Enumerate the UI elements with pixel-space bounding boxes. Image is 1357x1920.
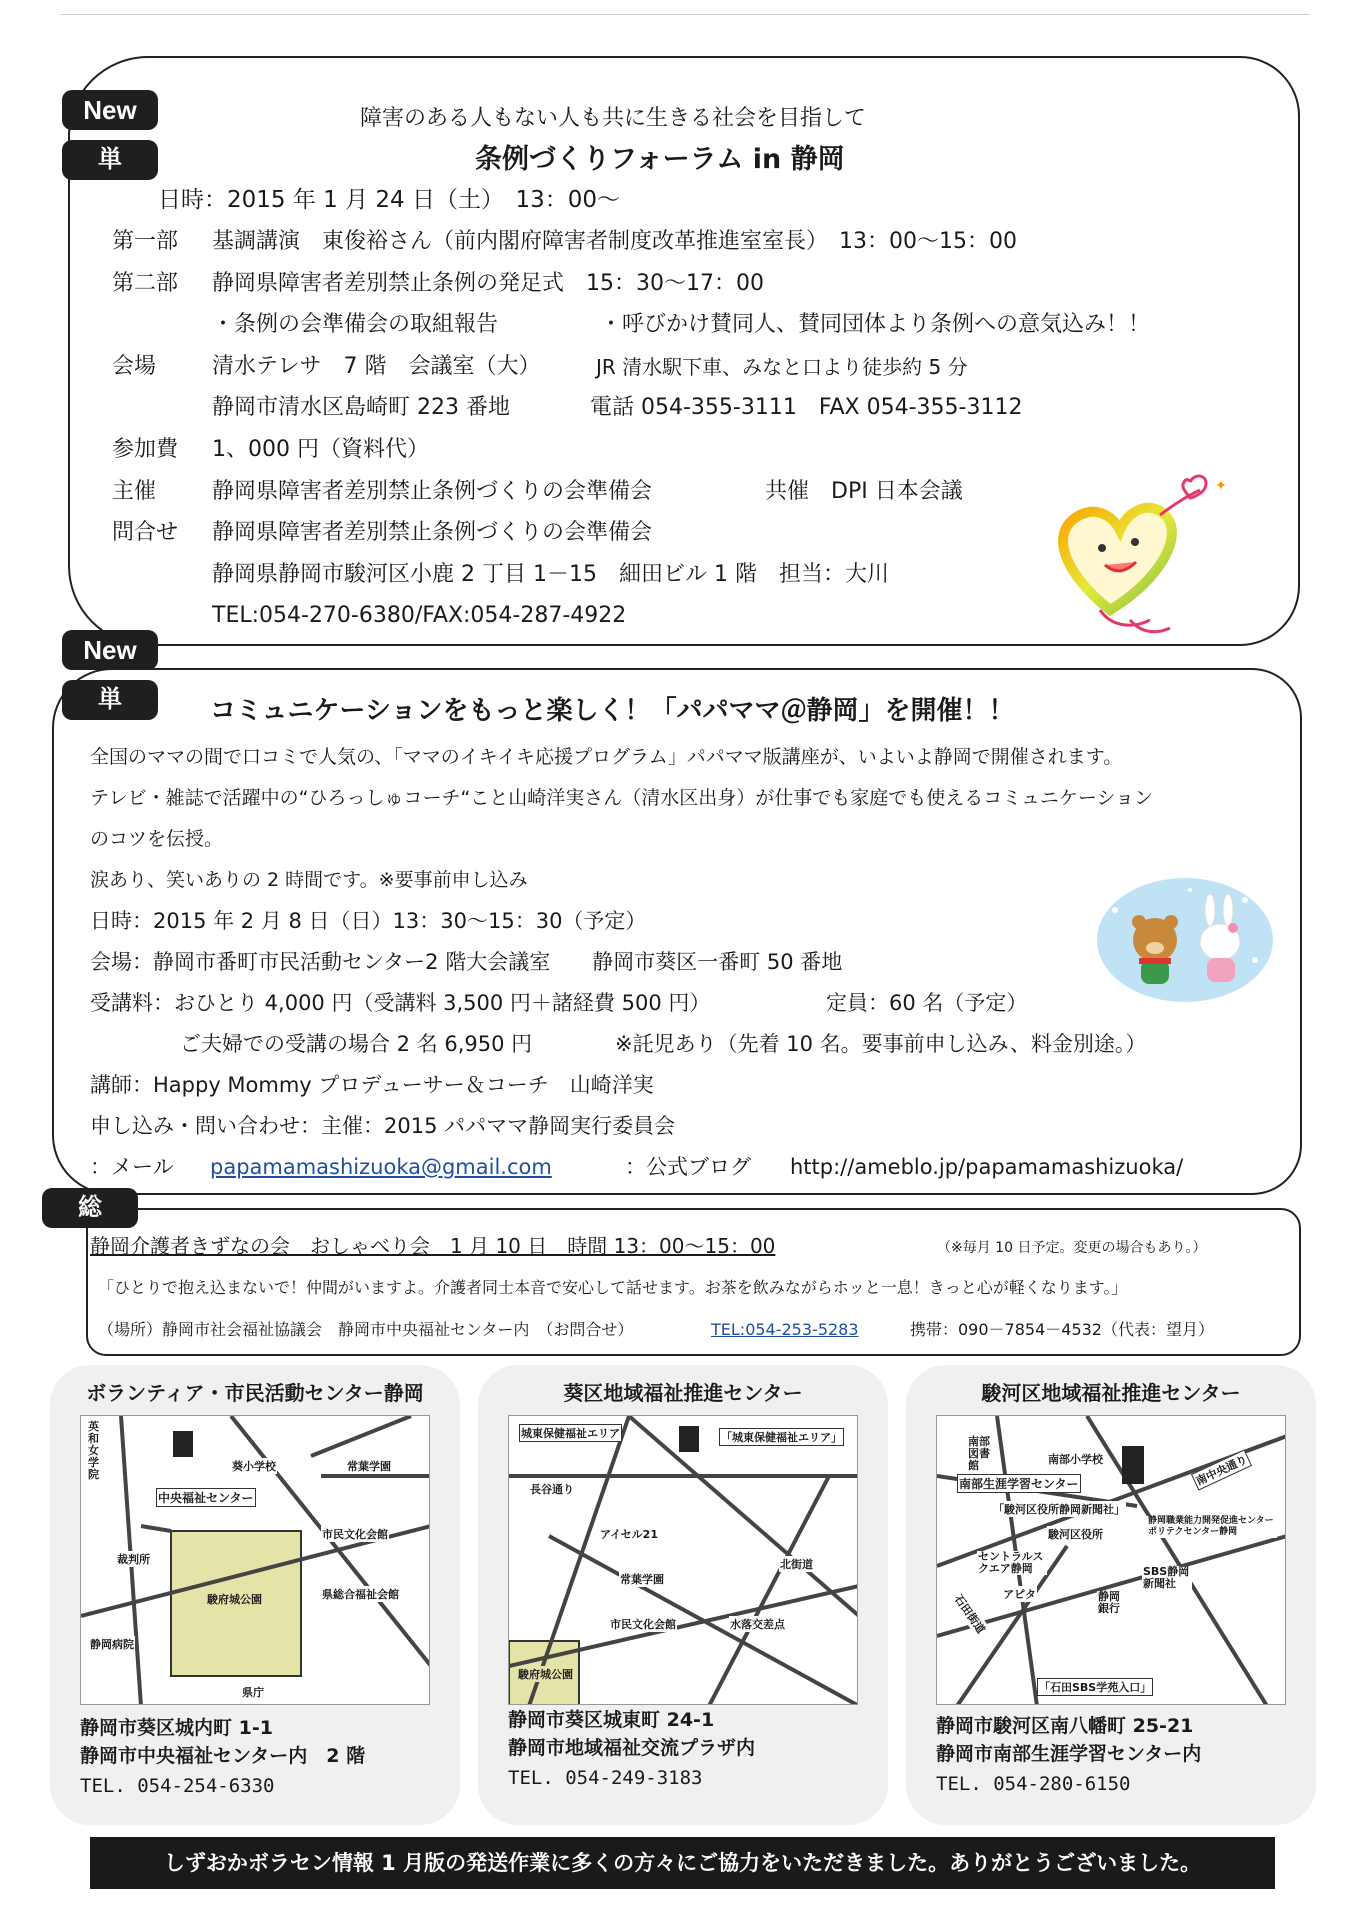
event2-apply: 申し込み・問い合わせ：主催：2015 パパママ静岡実行委員会	[90, 1114, 676, 1138]
map-label: 静岡職業能力開発促進センターポリテクセンター静岡	[1147, 1516, 1277, 1538]
heart-mascot-icon	[1040, 470, 1240, 640]
event3-tel[interactable]: TEL:054-253-5283	[711, 1320, 859, 1339]
map-label: 常葉学園	[620, 1573, 664, 1586]
host-label: 主催	[112, 479, 157, 504]
contact-address: 静岡県静岡市駿河区小鹿 2 丁目 1－15 細田ビル 1 階 担当：大川	[212, 562, 889, 587]
map-label: 葵小学校	[232, 1460, 276, 1473]
fee-label: 参加費	[112, 437, 179, 462]
map-label: 城東保健福祉エリア	[519, 1424, 622, 1442]
event2-blog-label: ：公式ブログ	[625, 1155, 751, 1179]
center-title: 葵区地域福祉推進センター	[563, 1381, 803, 1405]
event2-mail-link[interactable]: papamamashizuoka@gmail.com	[210, 1155, 552, 1179]
map-label: 駿府城公園	[207, 1593, 262, 1606]
venue-tel: 電話 054-355-3111 FAX 054-355-3112	[590, 395, 1023, 420]
event2-childcare: ※託児あり（先着 10 名。要事前申し込み、料金別途。）	[615, 1032, 1147, 1056]
map-label: 駿府城公園	[518, 1668, 573, 1681]
contact-label: 問合せ	[112, 520, 179, 545]
event2-venue: 会場：静岡市番町市民活動センター2 階大会議室 静岡市葵区一番町 50 番地	[90, 950, 843, 974]
new-tag: New	[62, 90, 158, 130]
svg-text:✦: ✦	[1215, 478, 1227, 494]
center-card-volunteer	[50, 1365, 460, 1825]
event3-mobile: 携帯：090－7854－4532（代表：望月）	[910, 1320, 1214, 1339]
center-card-suruga	[906, 1365, 1316, 1825]
event2-title: コミュニケーションをもっと楽しく！「パパママ＠静岡」を開催！！	[210, 696, 1015, 726]
center-tel: TEL. 054-249-3183	[508, 1767, 703, 1789]
center-address-1: 静岡市駿河区南八幡町 25-21	[936, 1715, 1194, 1737]
map-suruga	[936, 1415, 1286, 1705]
map-label: 常葉学園	[347, 1460, 391, 1473]
footer-thanks-banner: しずおかボラセン情報 1 月版の発送作業に多くの方々にご協力をいただきました。ありがとうございました。	[90, 1837, 1275, 1889]
center-title: ボランティア・市民活動センター静岡	[86, 1381, 424, 1405]
event1-title: 条例づくりフォーラム in 静岡	[475, 144, 845, 175]
part2-label: 第二部	[112, 271, 179, 296]
venue-text: 清水テレサ 7 階 会議室（大）	[212, 354, 541, 379]
part2-text: 静岡県障害者差別禁止条例の発足式 15：30～17：00	[212, 271, 764, 296]
map-label: 中央福祉センター	[156, 1488, 256, 1507]
map-label: 「駿河区役所静岡新聞社」	[993, 1503, 1125, 1516]
map-label: 県庁	[242, 1686, 264, 1699]
map-label: アイセル21	[600, 1528, 658, 1541]
part2-sub2: ・呼びかけ賛同人、賛同団体より条例への意気込み！！	[600, 312, 1151, 337]
map-label: 県総合福祉会館	[322, 1588, 399, 1601]
part1-label: 第一部	[112, 229, 179, 254]
map-label: 長谷通り	[530, 1483, 574, 1496]
event2-desc2: テレビ・雑誌で活躍中の“ひろっしゅコーチ“こと山崎洋実さん（清水区出身）が仕事でも家庭でも使えるコミュニケーション	[90, 787, 1154, 809]
event2-desc1: 全国のママの間で口コミで人気の、「ママのイキイキ応援プログラム」パパママ版講座が、いよいよ静岡で開催されます。	[90, 746, 1123, 768]
center-address-2: 静岡市中央福祉センター内 2 階	[80, 1745, 366, 1767]
center-address-1: 静岡市葵区城東町 24-1	[508, 1709, 715, 1731]
map-label: 英和女学院	[88, 1420, 99, 1481]
map-aoi	[508, 1415, 858, 1705]
event2-date: 日時：2015 年 2 月 8 日（日）13：30～15：30（予定）	[90, 909, 647, 933]
bear-rabbit-illustration-icon	[1095, 870, 1275, 1010]
center-tel: TEL. 054-254-6330	[80, 1775, 275, 1797]
venue-address: 静岡市清水区島崎町 223 番地	[212, 395, 510, 420]
contact-text: 静岡県障害者差別禁止条例づくりの会準備会	[212, 520, 653, 545]
single-tag-2: 単	[62, 680, 158, 720]
map-label: 南部図書館	[967, 1436, 997, 1472]
single-tag: 単	[62, 140, 158, 180]
map-label: 水落交差点	[730, 1618, 785, 1631]
map-label: 「石田SBS学苑入口」	[1037, 1678, 1153, 1696]
center-address-2: 静岡市地域福祉交流プラザ内	[508, 1737, 756, 1759]
event3-note: （※毎月 10 日予定。変更の場合もあり。）	[937, 1240, 1207, 1256]
event2-blog-url[interactable]: http://ameblo.jp/papamamashizuoka/	[790, 1155, 1184, 1179]
map-label: 静岡銀行	[1097, 1591, 1127, 1615]
center-card-aoi	[478, 1365, 888, 1825]
top-rule	[60, 14, 1310, 15]
map-label: SBS静岡新聞社	[1142, 1566, 1192, 1590]
center-title: 駿河区地域福祉推進センター	[981, 1381, 1241, 1405]
center-tel: TEL. 054-280-6150	[936, 1773, 1131, 1795]
event3-quote: 「ひとりで抱え込まないで！仲間がいますよ。介護者同士本音で安心して話せます。お茶を飲みながらホッと一息！きっと心が軽くなります。」	[98, 1278, 1128, 1297]
contact-tel: TEL:054-270-6380/FAX:054-287-4922	[212, 603, 627, 628]
part2-sub1: ・条例の会準備会の取組報告	[212, 312, 499, 337]
map-volunteer	[80, 1415, 430, 1705]
event2-desc4: 涙あり、笑いありの 2 時間です。※要事前申し込み	[90, 869, 528, 891]
map-label: セントラルスクエア静岡	[977, 1551, 1047, 1575]
cohost-text: 共催 DPI 日本会議	[765, 479, 963, 504]
map-label: 駿河区役所	[1048, 1528, 1103, 1541]
venue-access: JR 清水駅下車、みなと口より徒歩約 5 分	[596, 355, 968, 379]
event3-place: （場所）静岡市社会福祉協議会 静岡市中央福祉センター内 （お問合せ）	[98, 1320, 634, 1339]
map-label: 裁判所	[117, 1553, 150, 1566]
event3-title: 静岡介護者きずなの会 おしゃべり会 1 月 10 日 時間 13：00～15：00	[90, 1234, 776, 1258]
map-label: 市民文化会館	[610, 1618, 676, 1631]
event2-desc3: のコツを伝授。	[90, 828, 224, 850]
host-text: 静岡県障害者差別禁止条例づくりの会準備会	[212, 479, 653, 504]
part1-text: 基調講演 東俊裕さん（前内閣府障害者制度改革推進室室長） 13：00～15：00	[212, 229, 1017, 254]
center-address-2: 静岡市南部生涯学習センター内	[936, 1743, 1202, 1765]
general-tag: 総	[42, 1188, 138, 1228]
event1-date: 日時：2015 年 1 月 24 日（土） 13：00～	[158, 187, 621, 213]
event2-mail-label: ：メール	[90, 1155, 174, 1179]
map-label: 南部生涯学習センター	[957, 1474, 1081, 1493]
event2-fee: 受講料：おひとり 4,000 円（受講料 3,500 円＋諸経費 500 円）	[90, 991, 711, 1015]
map-label: 北街道	[780, 1558, 813, 1571]
new-tag-2: New	[62, 630, 158, 670]
map-label: 静岡病院	[90, 1638, 134, 1651]
map-label: 南中央通り	[1191, 1449, 1252, 1490]
event1-subtitle: 障害のある人もない人も共に生きる社会を目指して	[360, 106, 867, 131]
map-label: アピタ	[1003, 1588, 1036, 1601]
map-label: 市民文化会館	[322, 1528, 388, 1541]
event2-couple-fee: ご夫婦での受講の場合 2 名 6,950 円	[180, 1032, 533, 1056]
fee-text: 1、000 円（資料代）	[212, 437, 429, 462]
venue-label: 会場	[112, 354, 157, 379]
map-label: 石田街道	[950, 1591, 989, 1638]
center-address-1: 静岡市葵区城内町 1-1	[80, 1717, 273, 1739]
event2-capacity: 定員：60 名（予定）	[826, 991, 1028, 1015]
event2-lecturer: 講師：Happy Mommy プロデューサー＆コーチ 山崎洋実	[90, 1073, 654, 1097]
map-label: 「城東保健福祉エリア」	[719, 1428, 844, 1446]
map-label: 南部小学校	[1048, 1453, 1103, 1466]
